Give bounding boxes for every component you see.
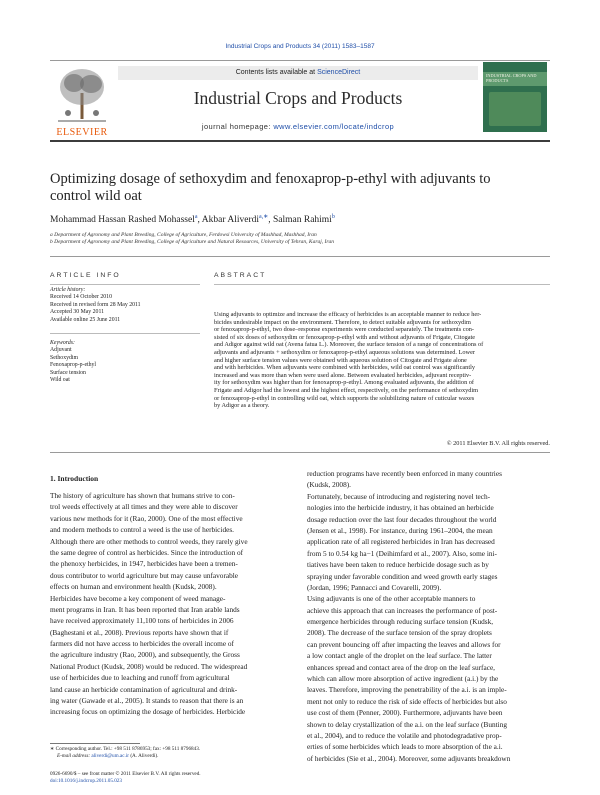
history-item: Accepted 30 May 2011 xyxy=(50,309,105,316)
journal-reference[interactable]: Industrial Crops and Products 34 (2011) 1583–1587 xyxy=(225,43,375,50)
article-info-heading: ARTICLE INFO xyxy=(50,272,121,279)
body-line: dosage reduction over the last four decades throughout the world xyxy=(307,514,497,524)
body-line: reduction programs have recently been enforced in many countries xyxy=(307,469,502,478)
body-line: ing water (Gawade et al., 2005). It stands to reason that there is an xyxy=(50,696,244,706)
history-title: Article history: xyxy=(50,287,86,293)
elsevier-tree-logo xyxy=(52,63,112,127)
body-line: achieve this approach that can increases the performance of post- xyxy=(307,605,498,615)
footnote-divider xyxy=(50,743,140,744)
body-line: dous contributor to world agriculture but may cause unfavorable xyxy=(50,570,239,580)
body-line: enhances spread and contact area of the drop on the leaf surface, xyxy=(307,662,496,672)
title-line-1: Optimizing dosage of sethoxydim and fenoxaprop-p-ethyl with adjuvants to xyxy=(50,171,491,187)
body-line: and modern methods to control a weed is the use of herbicides. xyxy=(50,525,234,535)
abstract-heading: ABSTRACT xyxy=(214,272,267,279)
body-line: of herbicides (Sie et al., 2004). Moreover, some adjuvants breakdown xyxy=(307,753,511,763)
author-separator: , xyxy=(268,215,273,226)
body-line: National Product (Kudsk, 2008) would be reduced. The widespread xyxy=(50,661,248,671)
body-line: The history of agriculture has shown that humans strive to con- xyxy=(50,491,235,500)
abstract-line: and with herbicides. When adjuvants were combined with herbicides, wild oat control was significantly xyxy=(214,364,475,372)
body-line: Herbicides have become a key component of weed manage- xyxy=(50,593,226,603)
body-line: et al., 2004), and to reduce the volatile and photodegradative prop- xyxy=(307,730,502,740)
abstract-line: ity for sethoxydim was higher than for fenoxaprop-p-ethyl. Among evaluated adjuvants, the addition of xyxy=(214,379,475,387)
contents-prefix: Contents lists available at xyxy=(235,69,318,76)
author-affiliation-mark[interactable]: b xyxy=(331,214,335,220)
author-separator: , xyxy=(197,215,202,226)
author-name[interactable]: Salman Rahimi xyxy=(272,215,332,226)
body-line: (Jensen et al., 1998). For instance, during 1961–2004, the mean xyxy=(307,525,493,535)
affiliation-a: a Department of Agronomy and Plant Breeding, College of Agriculture, Ferdowsi University of Mashhad, Mashhad, Iran xyxy=(50,232,317,238)
corresponding-author-note: ∗ Corresponding author. Tel.: +98 511 8786953; fax: +98 511 8796843. xyxy=(50,746,201,752)
title-line-2: control wild oat xyxy=(50,188,142,204)
body-line: use of herbicides due to leaching and runoff from agricultural xyxy=(50,673,230,683)
author-name[interactable]: Mohammad Hassan Rashed Mohassel xyxy=(50,215,195,226)
section-divider xyxy=(50,256,550,257)
body-line: the phenoxy herbicides, in 1947, herbicides have been a tremen- xyxy=(50,559,238,569)
journal-cover-image xyxy=(483,62,547,132)
author-list xyxy=(50,213,550,225)
keyword: Sethoxydim xyxy=(50,354,79,361)
abstract-line: or fenoxaprop-p-ethyl, two dose–response experiments were conducted separately. The treatments con- xyxy=(214,326,475,334)
body-line: (Baghestani et al., 2008). Previous reports have shown that if xyxy=(50,627,229,637)
body-column-left xyxy=(50,490,293,718)
body-line: have received approximately 11,100 tons of herbicides in 2006 xyxy=(50,616,234,626)
issn-line: 0926-6690/$ – see front matter © 2011 Elsevier B.V. All rights reserved. xyxy=(50,771,201,777)
body-line: effects on human and environment health (Kudsk, 2008). xyxy=(50,582,217,592)
contents-availability xyxy=(118,66,478,80)
homepage-link[interactable]: www.elsevier.com/locate/indcrop xyxy=(273,122,395,131)
body-line: can prevent bouncing off after impacting the leaves and allows for xyxy=(307,639,501,649)
article-history xyxy=(50,287,200,324)
introduction-heading: 1. Introduction xyxy=(50,474,99,483)
abstract-body xyxy=(214,311,550,410)
author-affiliation-mark[interactable]: a xyxy=(194,214,198,220)
body-line: nologies into the herbicide industry, it has obtained an herbicide xyxy=(307,503,494,513)
keyword: Surface tension xyxy=(50,369,86,376)
body-line: leaves. Therefore, improving the penetrability of the a.i. is an imple- xyxy=(307,685,507,695)
body-column-right xyxy=(307,468,550,764)
body-line: spraying under favorable condition and weed growth early stages xyxy=(307,571,498,581)
body-line: tiatives have been taken to reduce herbicide dosage such as by xyxy=(307,560,489,570)
doi-link[interactable]: doi:10.1016/j.indcrop.2011.05.023 xyxy=(50,778,122,784)
keyword: Wild oat xyxy=(50,377,70,384)
journal-title: Industrial Crops and Products xyxy=(193,88,403,108)
history-item: Available online 25 June 2011 xyxy=(50,316,121,323)
abstract-line: Using adjuvants to optimize and increase the efficacy of herbicides is an acceptable manner to reduce her- xyxy=(214,311,482,318)
abstract-line: and Adigor against wild oat (Avena fatua L.). Moreover, the surface tension of a range of concentrations of xyxy=(214,341,484,349)
copyright-notice: © 2011 Elsevier B.V. All rights reserved. xyxy=(446,440,550,447)
sciencedirect-link[interactable]: ScienceDirect xyxy=(317,69,361,76)
abstract-line: adjuvants and adjuvants + sethoxydim or fenoxaprop-p-ethyl aqueous solutions was determined. Lower xyxy=(214,349,475,357)
author-affiliation-mark[interactable]: a,∗ xyxy=(259,214,269,220)
body-line: land cause an herbicide contamination of agricultural and drink- xyxy=(50,684,238,694)
keywords-divider xyxy=(50,333,200,334)
article-info-divider xyxy=(50,284,200,285)
abstract-line: and higher surface tension values were obtained with aqueous solution of Citogate and Frigate alone xyxy=(214,356,467,364)
abstract-line: bicides undesirable impact on the environment. Therefore, to detect suitable adjuvants for sethoxydim xyxy=(214,318,471,326)
article-title xyxy=(50,171,550,205)
body-line: use cost of them (Penner, 2000). Furthermore, adjuvants have been xyxy=(307,708,503,718)
body-line: ment not only to reduce the risk of side effects of herbicides but also xyxy=(307,696,507,706)
body-line: (Kudsk, 2008). xyxy=(307,480,351,490)
body-line: application rate of all registered herbicides in Iran has decreased xyxy=(307,537,495,547)
history-item: Received 14 October 2010 xyxy=(50,294,112,301)
email-label: E-mail address: xyxy=(57,753,92,759)
body-line: 2008). The decrease of the surface tension of the spray droplets xyxy=(307,628,492,638)
affiliation-b: b Department of Agronomy and Plant Breeding, College of Agriculture and Natural Resources, University of Tehran, Karaj, Iran xyxy=(50,239,334,245)
keywords-title: Keywords: xyxy=(50,340,75,346)
body-line: a low contact angle of the droplet on the leaf surface. The latter xyxy=(307,651,492,661)
abstract-line: sisted of six doses of sethoxydim or fenoxaprop-p-ethyl with and without adjuvants of Frigate, Citogate xyxy=(214,333,476,341)
body-line: increasing focus on optimizing the dosage of herbicides. Herbicide xyxy=(50,707,246,717)
cover-illustration xyxy=(489,92,541,126)
history-item: Received in revised form 28 May 2011 xyxy=(50,301,141,308)
keywords-list xyxy=(50,340,200,384)
body-line: farmers did not have access to herbicides the overall income of xyxy=(50,639,234,649)
abstract-line: increased and was more than when were used alone. Between evaluated herbicides, adjuvant receptiv- xyxy=(214,371,472,379)
body-line: shown to delay crystallization of the a.i. on the leaf surface (Bunting xyxy=(307,719,507,729)
abstract-line: by Adigor as a theory. xyxy=(214,402,270,410)
keyword: Adjuvant xyxy=(50,347,72,354)
abstract-divider xyxy=(214,284,550,285)
body-line: ment programs in Iran. It has been reported that Iran arable lands xyxy=(50,604,240,614)
body-line: the agriculture industry (Rao, 2000), and subsequently, the Gross xyxy=(50,650,240,660)
email-link[interactable]: aliverdi@um.ac.ir xyxy=(91,753,130,759)
body-line: erties of some herbicides which leads to more absorption of the a.i. xyxy=(307,742,503,752)
cover-title: INDUSTRIAL CROPS AND PRODUCTS xyxy=(486,73,537,83)
email-suffix: (A. Aliverdi). xyxy=(129,753,159,759)
email-note xyxy=(57,753,357,760)
body-line: which can allow more absorption of active ingredient (a.i.) by the xyxy=(307,674,499,684)
body-line: (Jordan, 1996; Pannacci and Covarelli, 2009). xyxy=(307,582,442,592)
body-line: emergence herbicides through reducing surface tension (Kudsk, xyxy=(307,617,494,627)
keyword: Fenoxaprop-p-ethyl xyxy=(50,362,97,369)
publisher-wordmark: ELSEVIER xyxy=(56,127,108,138)
body-line: various new methods for it (Rao, 2000). One of the most effective xyxy=(50,513,243,523)
homepage-label: journal homepage: xyxy=(201,122,274,131)
body-line: Using adjuvants is one of the other acceptable manners to xyxy=(307,594,476,604)
abstract-line: or fenoxaprop-p-ethyl in controlling wild oat, which supports the solubilizing nature of cuticular waxes xyxy=(214,394,475,402)
body-line: the same degree of control as herbicides. Since the introduction of xyxy=(50,547,244,557)
author-name[interactable]: Akbar Aliverdi xyxy=(201,215,260,226)
body-line: trol weeds effectively at all times and they were able to discover xyxy=(50,502,238,512)
abstract-line: Frigate and Adigor had the lowest and the highest effect, respectively, on the performance of sethoxydim xyxy=(214,387,479,395)
journal-homepage xyxy=(118,122,478,131)
body-line: Fortunately, because of introducing and registering novel tech- xyxy=(307,491,491,501)
body-line: from 5 to 0.54 kg ha−1 (Deihimfard et al., 2007). Also, some ini- xyxy=(307,548,497,558)
section-divider xyxy=(50,452,550,453)
body-line: Although there are other methods to control weeds, they rarely give xyxy=(50,536,248,546)
